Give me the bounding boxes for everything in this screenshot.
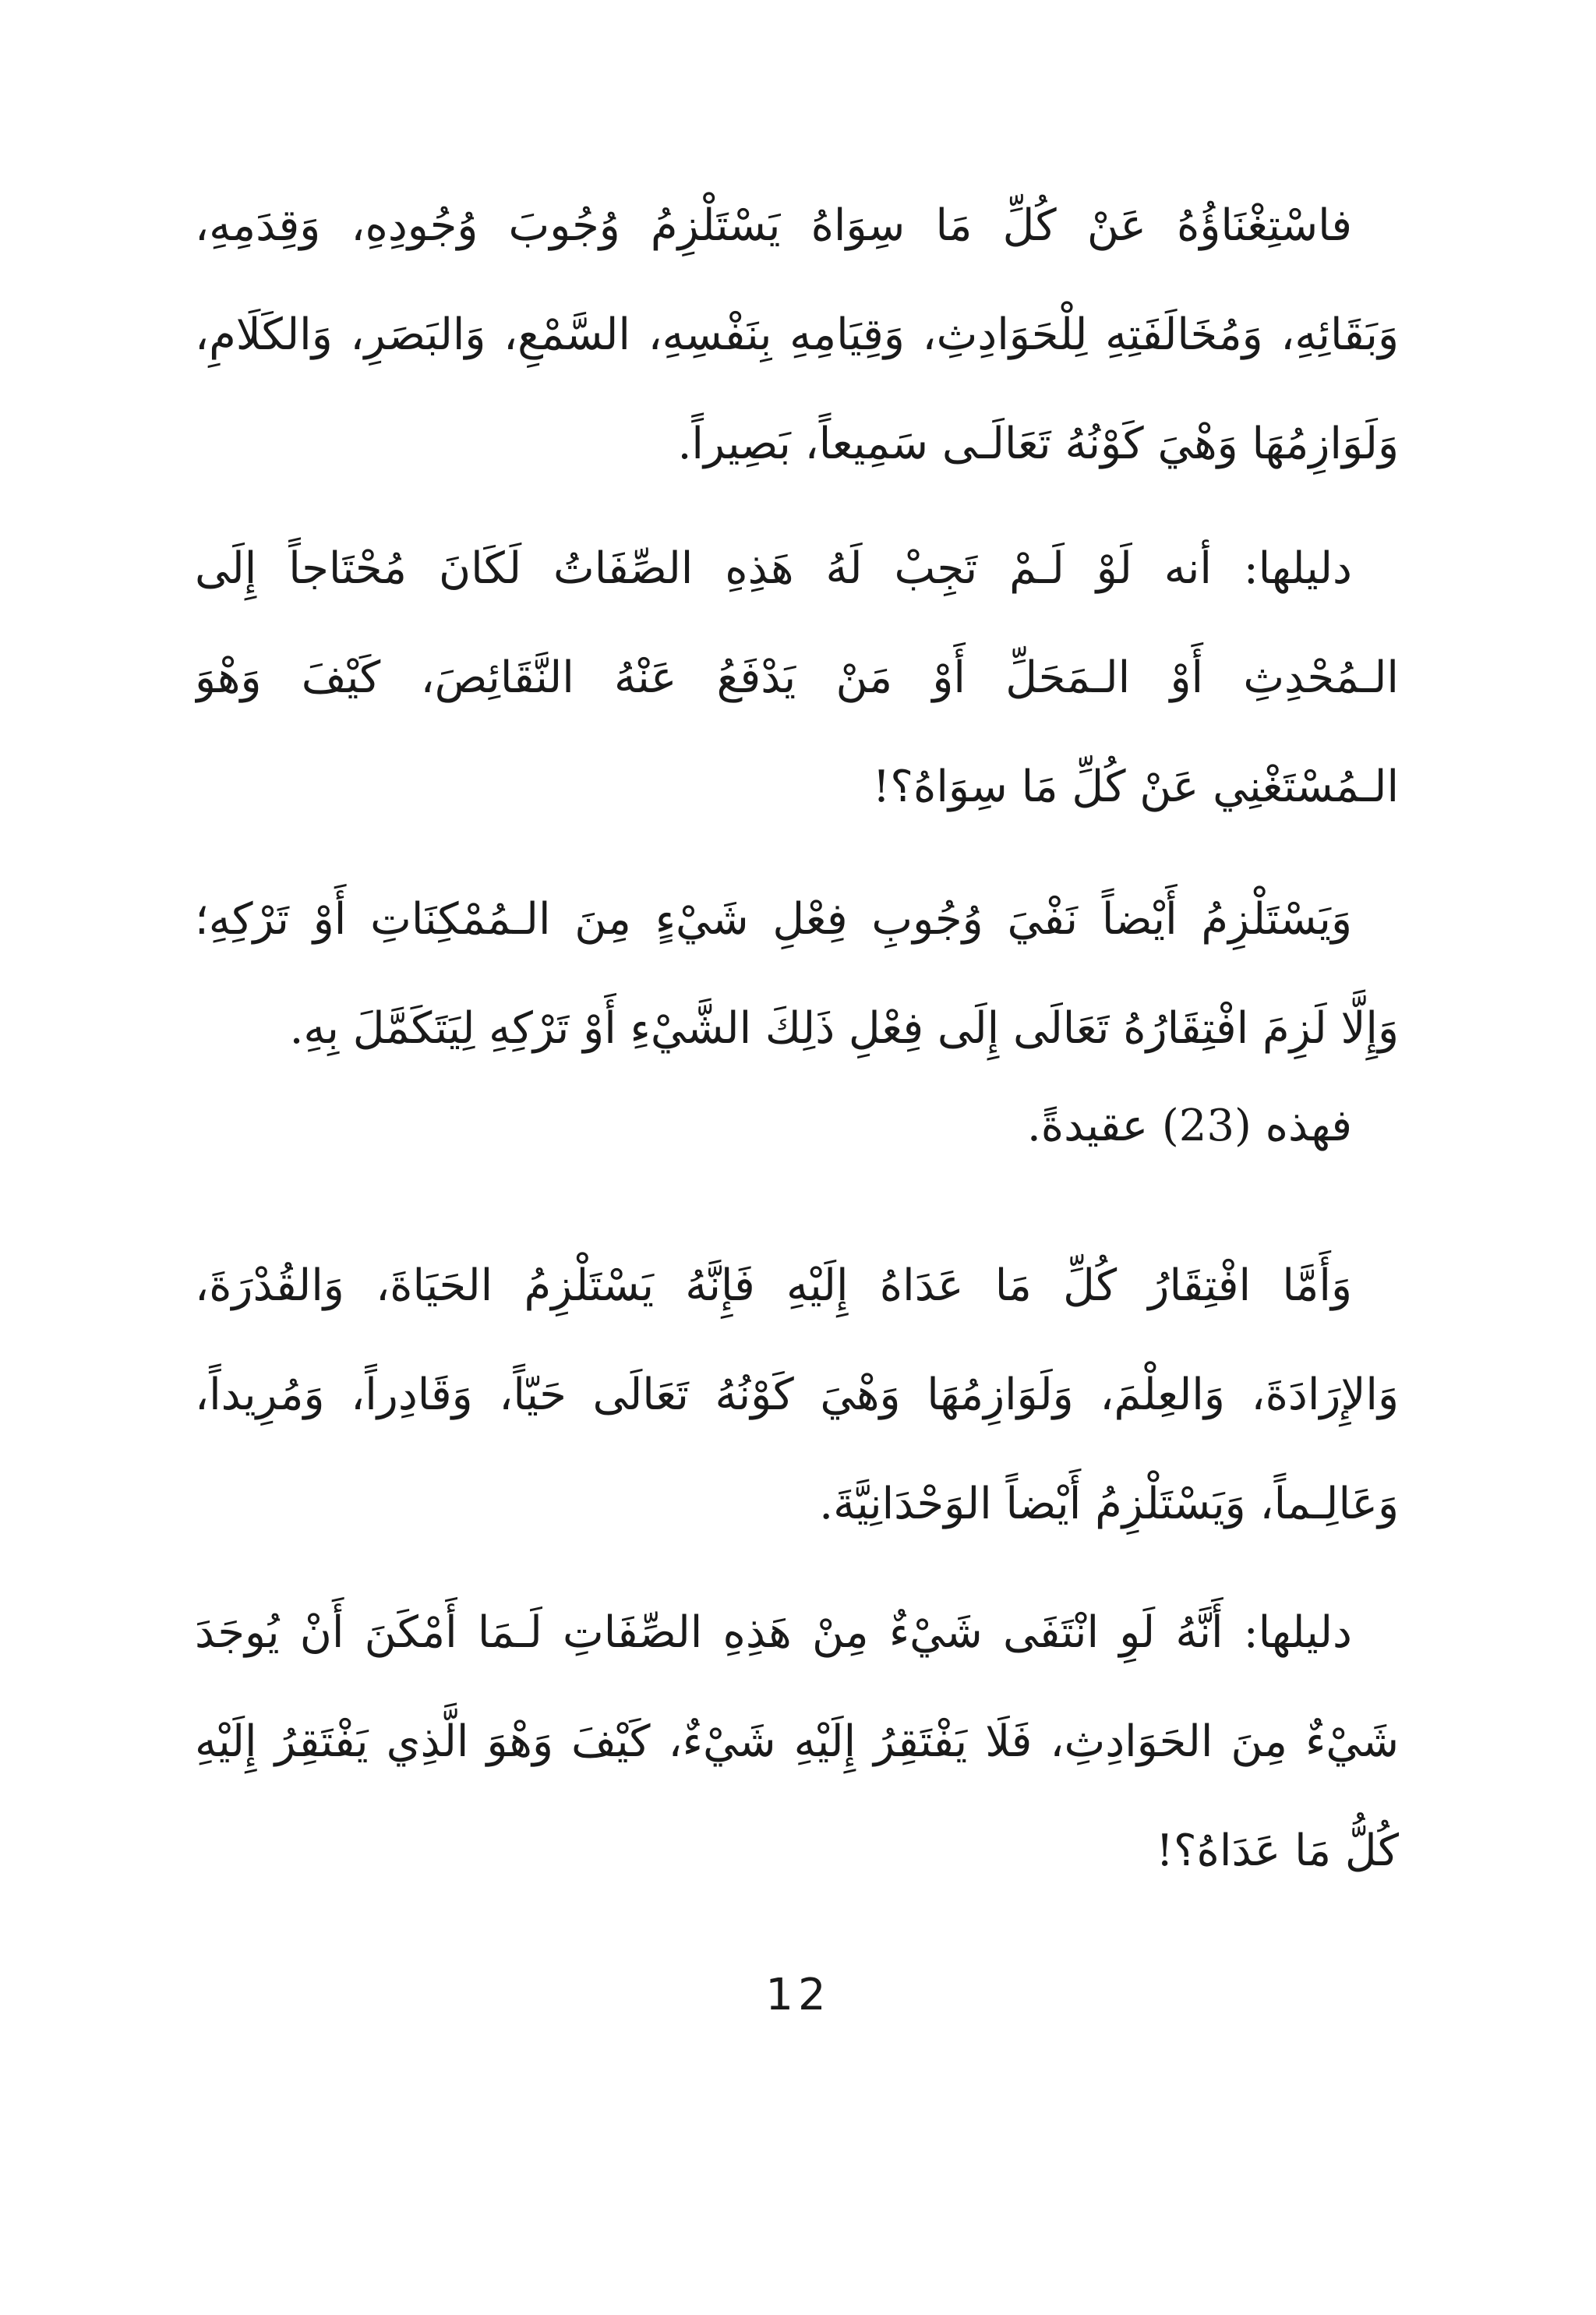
paragraph-line: دليلها: أَنَّهُ لَوِ انْتَفَى شَيْءٌ مِنْ هَذِهِ الصِّفَاتِ لَـمَا أَمْكَنَ أَنْ يُوجَدَ bbox=[195, 1607, 1352, 1658]
paragraph-5 bbox=[195, 1232, 1399, 1559]
paragraph-2 bbox=[195, 514, 1399, 842]
paragraph-line: وَالإِرَادَةَ، وَالعِلْمَ، وَلَوَازِمُهَا وَهْيَ كَوْنُهُ تَعَالَى حَيّاً، وَقَادِراً، وَمُرِيداً، bbox=[195, 1370, 1399, 1420]
paragraph-3 bbox=[195, 865, 1399, 1083]
page-number: 12 bbox=[765, 1970, 831, 2020]
paragraph-line: وَلَوَازِمُهَا وَهْيَ كَوْنُهُ تَعَالَـى سَمِيعاً، بَصِيراً. bbox=[677, 419, 1399, 469]
paragraph-line: الـمُحْدِثِ أَوْ الـمَحَلِّ أَوْ مَنْ يَدْفَعُ عَنْهُ النَّقَائِصَ، كَيْفَ وَهْوَ bbox=[195, 652, 1399, 703]
paragraph-6 bbox=[195, 1578, 1399, 1906]
paragraph-line: وَيَسْتَلْزِمُ أَيْضاً نَفْيَ وُجُوبِ فِعْلِ شَيْءٍ مِنَ الـمُمْكِنَاتِ أَوْ تَرْكِهِ؛ bbox=[195, 894, 1352, 945]
paragraph-line: وَعَالِـماً، وَيَسْتَلْزِمُ أَيْضاً الوَحْدَانِيَّةَ. bbox=[819, 1479, 1399, 1529]
paragraph-line: فاسْتِغْنَاؤُهُ عَنْ كُلِّ مَا سِوَاهُ يَسْتَلْزِمُ وُجُوبَ وُجُودِهِ، وَقِدَمِهِ، bbox=[195, 200, 1352, 251]
paragraph-line: فهذه (23) عقيدةً. bbox=[1026, 1101, 1352, 1151]
paragraph-line: وَأَمَّا افْتِقَارُ كُلِّ مَا عَدَاهُ إِلَيْهِ فَإِنَّهُ يَسْتَلْزِمُ الحَيَاةَ، وَالقُدْرَةَ، bbox=[195, 1260, 1352, 1311]
paragraph-line: كُلُّ مَا عَدَاهُ؟! bbox=[1156, 1825, 1399, 1876]
paragraph-1 bbox=[195, 171, 1399, 499]
paragraph-4 bbox=[195, 1072, 1399, 1181]
paragraph-line: الـمُسْتَغْنِي عَنْ كُلِّ مَا سِوَاهُ؟! bbox=[872, 762, 1399, 812]
paragraph-line: دليلها: أنه لَوْ لَـمْ تَجِبْ لَهُ هَذِهِ الصِّفَاتُ لَكَانَ مُحْتَاجاً إِلَى bbox=[195, 543, 1352, 594]
paragraph-line: وَإِلَّا لَزِمَ افْتِقَارُهُ تَعَالَى إِلَى فِعْلِ ذَلِكَ الشَّيْءِ أَوْ تَرْكِهِ لِيَتَكَمَّلَ بِهِ. bbox=[289, 1003, 1399, 1054]
paragraph-line: شَيْءٌ مِنَ الحَوَادِثِ، فَلَا يَفْتَقِرُ إِلَيْهِ شَيْءٌ، كَيْفَ وَهْوَ الَّذِي يَفْتَقِرُ إِلَيْهِ bbox=[195, 1716, 1399, 1767]
paragraph-line: وَبَقَائِهِ، وَمُخَالَفَتِهِ لِلْحَوَادِثِ، وَقِيَامِهِ بِنَفْسِهِ، السَّمْعِ، وَالبَصَرِ، وَالكَلَامِ، bbox=[195, 309, 1399, 360]
